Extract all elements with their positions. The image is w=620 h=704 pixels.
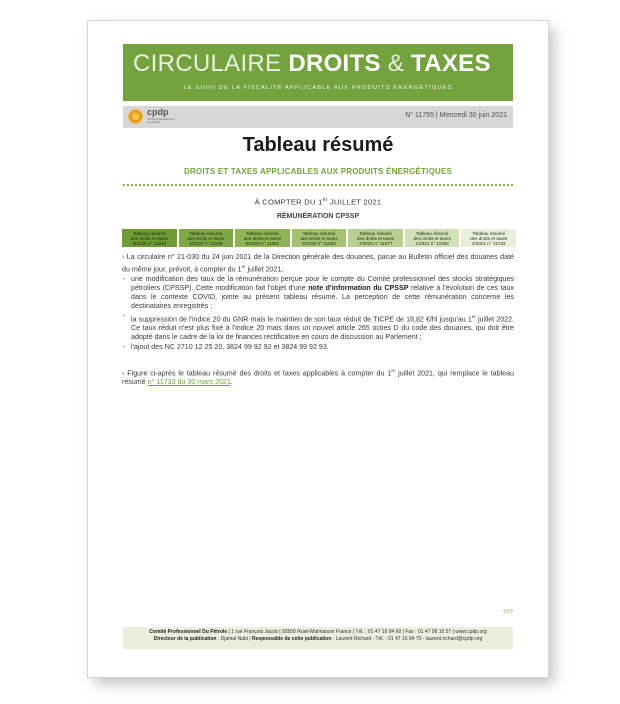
summary-tab-line3: 5/2020 n° 11651	[245, 241, 280, 246]
effective-date: À COMPTER DU 1er JUILLET 2021	[254, 197, 382, 207]
summary-tab[interactable]	[292, 229, 347, 247]
list-item: - une modification des taux de la rémunération perçue pour le compte du Comité professionnel des stocks stratégiques pétroliers (CPSSP). Cette modification fait l'objet d'une note d'information du CPSSP relative à l'évolution de ces taux dans le contexte COVID, jointe au présent tableau résumé. La perception de cette rémunération concerne les destinataires enregistrés ;	[130, 275, 514, 312]
page-number: ???	[502, 610, 513, 616]
summary-tab-line1: Tableau résumé	[132, 231, 166, 236]
document-page	[87, 20, 549, 678]
summary-tab-line3: 7/2020 n° 11677	[358, 241, 393, 246]
logo-tagline: comité professionnel du pétrole	[147, 117, 175, 125]
page-title: Tableau résumé	[242, 134, 394, 156]
summary-tab-line2: des droits et taxes	[130, 236, 168, 241]
previous-summary-link[interactable]: n° 11733 du 30 mars 2021	[147, 378, 231, 387]
summary-tab[interactable]	[122, 229, 177, 247]
summary-tab-line1: Tableau résumé	[415, 231, 449, 236]
summary-tab[interactable]	[235, 229, 290, 247]
summary-tab-line2: des droits et taxes	[187, 236, 225, 241]
summary-tabs	[122, 229, 516, 247]
summary-tab[interactable]	[179, 229, 234, 247]
summary-tab-line3: 4/2020 n° 11639	[189, 241, 223, 246]
summary-tab-line3: 6/2020 n° 11663	[302, 241, 336, 246]
list-item: - l'ajout des NC 2710 12 25 20, 3824 99 92 92 et 3824 99 92 93.	[130, 343, 514, 352]
summary-tab[interactable]	[461, 229, 516, 247]
masthead-title: CIRCULAIRE DROITS & TAXES	[133, 50, 491, 77]
logo-name: cpdp	[147, 107, 169, 117]
summary-tab-line2: des droits et taxes	[356, 236, 395, 241]
summary-tab-line2: des droits et taxes	[243, 236, 282, 241]
summary-tab-line1: Tableau résumé	[189, 231, 223, 236]
closing-paragraph: › Figure ci-après le tableau résumé des droits et taxes applicables à compter du 1er juillet 2021, qui remplace le tableau résumé n° 11733 du 30 mars 2021.	[122, 367, 514, 387]
summary-tab-line1: Tableau résumé	[359, 231, 392, 236]
issue-number-date: N° 11755 | Mercredi 30 juin 2021	[405, 112, 507, 119]
summary-tab[interactable]	[405, 229, 460, 247]
summary-tab-line2: des droits et taxes	[470, 236, 508, 241]
summary-tab-line1: Tableau résumé	[246, 231, 279, 236]
body-text	[122, 253, 514, 388]
footer-line-2: Directeur de la publication : Djamal Nabi | Responsable de cette publication : Laurent Richard - Tél. : 01 47 16 94 70 - laurent.richard@cpdp.org	[153, 636, 483, 642]
footer	[123, 627, 513, 649]
summary-tab-line3: 1/2021 n° 11692	[415, 241, 449, 246]
list-item: - la suppression de l'indice 20 du GNR mais le maintien de son taux réduit de TICPE de 18,82 €/hl jusqu'au 1er juillet 2022. Ce taux réduit n'est plus fixé à l'indice 20 mais dans un nouvel article 265 octies D du code des douanes, qui doit être adopté dans le cadre de la loi de finances rectificative en cours de discussion au Parlement ;	[130, 312, 514, 343]
masthead-banner	[123, 44, 513, 101]
footer-line-1: Comité Professionnel Du Pétrole | 1 rue François Jacob | 92500 Rueil-Malmaison France | Tél. : 01 47 16 94 60 | Fax : 01 47 08 10 57 | www.cpdp.org	[149, 629, 487, 635]
masthead-subtitle: LE SUIVI DE LA FISCALITÉ APPLICABLE AUX PRODUITS ÉNERGÉTIQUES	[183, 85, 453, 91]
section-heading: RÉMUNÉRATION CPSSP	[276, 213, 360, 220]
page-subtitle: DROITS ET TAXES APPLICABLES AUX PRODUITS ÉNERGÉTIQUES	[183, 167, 453, 176]
summary-tab-line2: des droits et taxes	[300, 236, 338, 241]
summary-tab-line3: 3/2020 n° 11616	[132, 241, 166, 246]
summary-tab[interactable]	[348, 229, 403, 247]
intro-paragraph: › La circulaire n° 21-030 du 24 juin 2021 de la Direction générale des douanes, parue au Bulletin officiel des douanes daté du même jour, prévoit, à compter du 1er juillet 2021,	[122, 253, 514, 274]
summary-tab-line2: des droits et taxes	[413, 236, 451, 241]
dotted-divider	[123, 184, 513, 186]
summary-tab-line1: Tableau résumé	[302, 231, 336, 236]
summary-tab-line1: Tableau résumé	[472, 231, 506, 236]
summary-tab-line3: 2/2021 n° 11733	[471, 241, 506, 246]
cpdp-logo-icon	[128, 109, 143, 124]
issue-bar	[123, 106, 513, 128]
changes-list	[122, 275, 514, 352]
